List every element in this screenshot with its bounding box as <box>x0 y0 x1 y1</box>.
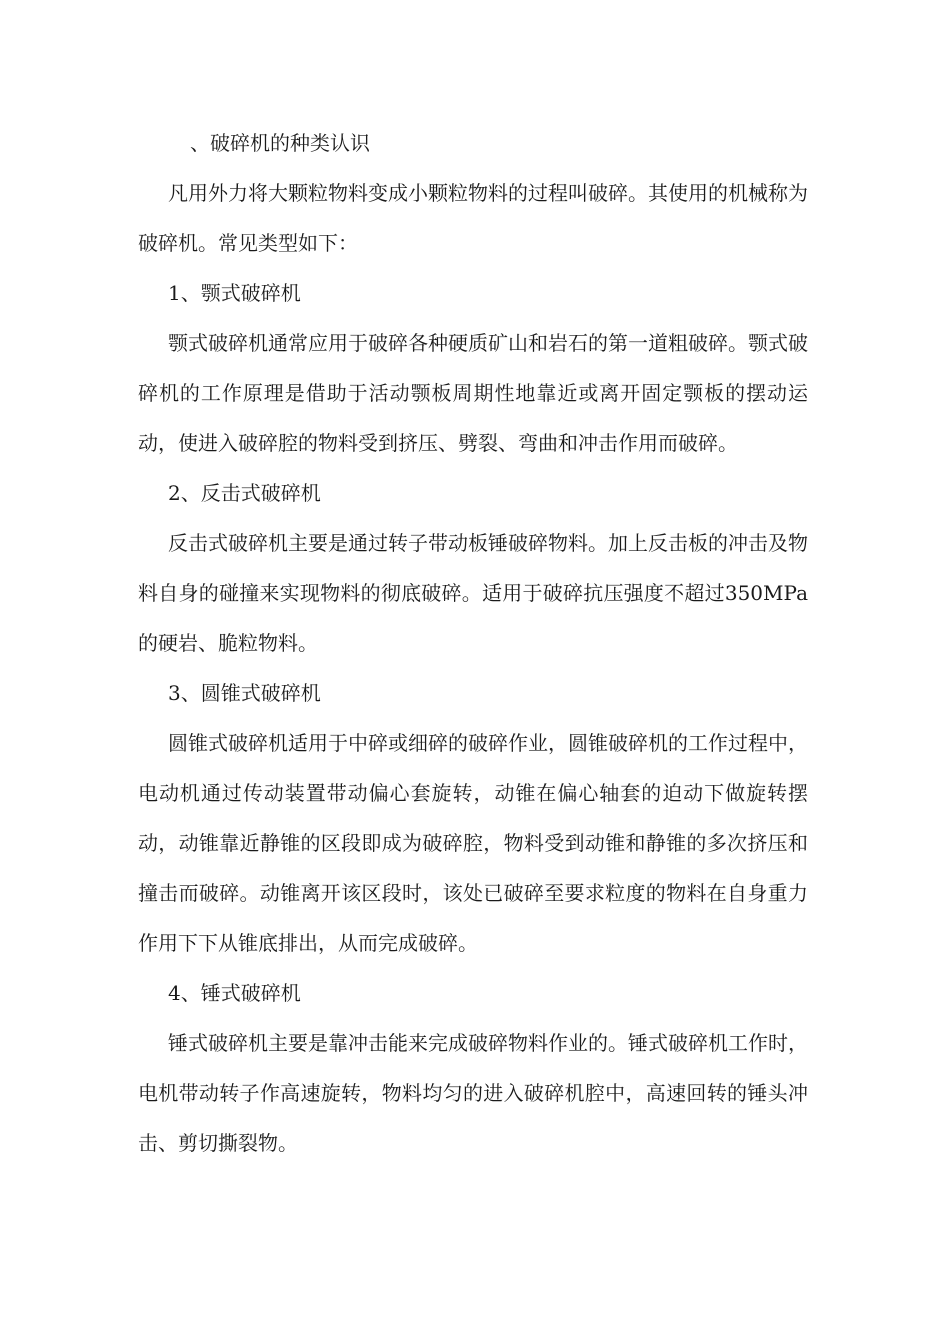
document-body <box>138 118 808 1168</box>
section-body-cone-crusher: 圆锥式破碎机适用于中碎或细碎的破碎作业，圆锥破碎机的工作过程中，电动机通过传动装置带动偏心套旋转，动锥在偏心轴套的迫动下做旋转摆动，动锥靠近静锥的区段即成为破碎腔，物料受到动锥和静锥的多次挤压和撞击而破碎。动锥离开该区段时，该处已破碎至要求粒度的物料在自身重力作用下下从锥底排出，从而完成破碎。 <box>138 731 808 955</box>
section-heading-jaw-crusher: 1、颚式破碎机 <box>168 281 301 305</box>
section-heading-impact-crusher: 2、反击式破碎机 <box>168 481 321 505</box>
intro-paragraph: 凡用外力将大颗粒物料变成小颗粒物料的过程叫破碎。其使用的机械称为破碎机。常见类型如下： <box>138 181 808 255</box>
section-body-hammer-crusher: 锤式破碎机主要是靠冲击能来完成破碎物料作业的。锤式破碎机工作时，电机带动转子作高速旋转，物料均匀的进入破碎机腔中，高速回转的锤头冲击、剪切撕裂物。 <box>138 1031 808 1155</box>
section-heading-cone-crusher: 3、圆锥式破碎机 <box>168 681 321 705</box>
section-heading-hammer-crusher: 4、锤式破碎机 <box>168 981 301 1005</box>
section-body-impact-crusher: 反击式破碎机主要是通过转子带动板锤破碎物料。加上反击板的冲击及物料自身的碰撞来实现物料的彻底破碎。适用于破碎抗压强度不超过350MPa的硬岩、脆粒物料。 <box>138 531 808 655</box>
document-title: 、破碎机的种类认识 <box>190 131 370 155</box>
section-body-jaw-crusher: 颚式破碎机通常应用于破碎各种硬质矿山和岩石的第一道粗破碎。颚式破碎机的工作原理是借助于活动颚板周期性地靠近或离开固定颚板的摆动运动，使进入破碎腔的物料受到挤压、劈裂、弯曲和冲击作用而破碎。 <box>138 331 808 455</box>
